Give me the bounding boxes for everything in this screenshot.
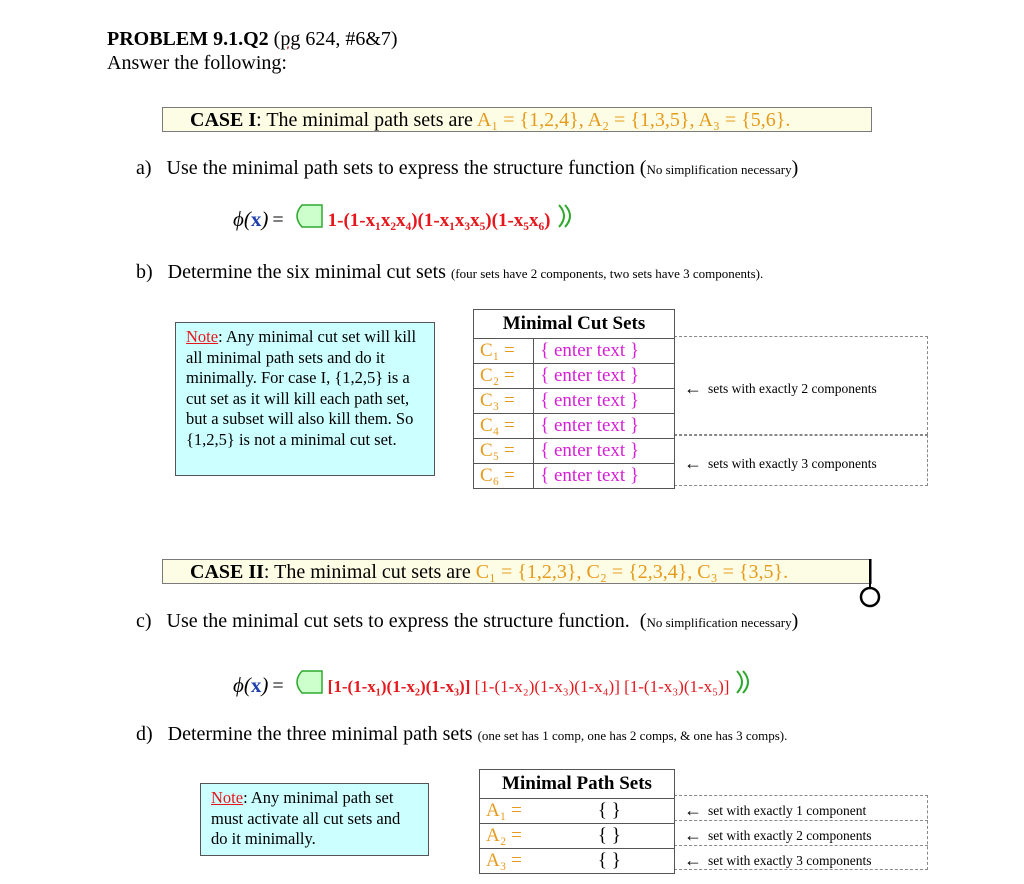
cut-input[interactable]: { enter text } [534,439,675,464]
question-a: a) Use the minimal path sets to express the structure function (No simplification necessary) [136,157,799,179]
question-d-text: Determine the three minimal path sets [167,723,473,745]
question-c-letter: c) [136,610,152,632]
case-1-sets: A₁ = {1,2,4}, A₂ = {1,3,5}, A₃ = {5,6}. [476,109,791,131]
case-2-text: : The minimal cut sets are [263,561,471,583]
text-cursor [869,559,871,589]
left-arrow-icon: ← [684,825,702,845]
cut-label: C₆ = [474,464,534,489]
left-field-bracket-icon [288,669,324,695]
question-c-note: No simplification necessary [646,615,792,630]
path-input[interactable]: { } [592,799,675,824]
question-d [136,723,787,746]
note-1-label: Note [186,327,219,346]
table-row [474,439,675,464]
left-field-bracket-icon [288,203,324,229]
question-a-text: Use the minimal path sets to express the structure function [166,157,635,179]
right-field-bracket-icon [733,669,755,695]
hint-2comp-text: sets with exactly 2 components [708,381,877,396]
problem-number: PROBLEM 9.1.Q2 [107,28,269,50]
hint-3comp-text: sets with exactly 3 components [708,456,877,471]
right-field-bracket-icon [555,203,577,229]
question-b-note: (four sets have 2 components, two sets have 3 components). [450,266,764,281]
x-vector: x [250,673,262,697]
table-row [474,464,675,489]
case-2-box [162,559,872,584]
cut-label: C₁ = [474,339,534,364]
path-label: A₁ = [480,799,592,824]
cut-input[interactable]: { enter text } [534,389,675,414]
left-arrow-icon: ← [684,800,702,820]
hint-2comp [684,378,877,399]
question-b-text: Determine the six minimal cut sets [167,261,446,283]
answer-c-field[interactable] [328,677,730,696]
path-sets-table [479,769,675,874]
case-1-label: CASE I [190,109,257,131]
case-2-sets: C₁ = {1,2,3}, C₂ = {2,3,4}, C₃ = {3,5}. [475,561,789,583]
cut-sets-header: Minimal Cut Sets [474,310,675,339]
answer-a-row: ϕ(x) = 1-(1-x₁x₂x₄)(1-x₁x₃x₅)(1-x₅x₆) [233,200,577,232]
note-1-text: : Any minimal cut set will kill all minimal path sets and do it minimally. For case I, {1,2,5} is a cut set as it will kill each path set, but a subset will also kill them. So {1,2,5} is not a minimal cut set. [186,327,417,449]
path-input[interactable]: { } [592,849,675,874]
hint-2comp-path-text: set with exactly 2 components [708,828,872,843]
x-vector: x [250,207,262,231]
table-row [474,339,675,364]
left-arrow-icon: ← [684,850,702,870]
path-label: A₃ = [480,849,592,874]
path-label: A₂ = [480,824,592,849]
table-row [480,799,675,824]
case-1-box [162,107,872,132]
case-1-text: : The minimal path sets are [256,109,473,131]
left-arrow-icon: ← [684,378,702,398]
cut-input[interactable]: { enter text } [534,414,675,439]
note-box-2 [200,783,429,856]
table-row [480,849,675,874]
question-d-letter: d) [136,723,153,745]
cut-input[interactable]: { enter text } [534,364,675,389]
answer-c-part2: [1-(1-x₂)(1-x₃)(1-x₄)] [474,677,620,696]
question-a-letter: a) [136,157,152,179]
case-2-label: CASE II [190,561,264,583]
question-d-note: (one set has 1 comp, one has 2 comps, & one has 3 comps). [477,728,788,743]
problem-title: PROBLEM 9.1.Q2 (pg 624, #6&7) [107,28,398,50]
hint-3comp [684,453,877,474]
phi-glyph: ϕ [233,207,244,231]
question-c-text: Use the minimal cut sets to express the structure function. [166,610,630,632]
note-2-text: : Any minimal path set must activate all cut sets and do it minimally. [211,788,401,848]
cut-label: C₅ = [474,439,534,464]
cut-input[interactable]: { enter text } [534,464,675,489]
answer-c-part1: [1-(1-x₁)(1-x₂)(1-x₃)] [327,677,471,696]
phi-symbol: ϕ(x) [233,207,269,231]
table-row [474,389,675,414]
question-a-note: No simplification necessary [646,162,792,177]
cut-input[interactable]: { enter text } [534,339,675,364]
answer-c-row: ϕ(x) = [1-(1-x₁)(1-x₂)(1-x₃)] [1-(1-x₂)(1-x₃)(1-x₄)] [1-(1-x₃)(1-x₅)] [233,666,755,698]
subtitle: Answer the following: [107,52,287,74]
path-sets-header: Minimal Path Sets [480,770,675,799]
path-input[interactable]: { } [592,824,675,849]
question-c: c) Use the minimal cut sets to express the structure function. (No simplification necessary) [136,610,799,632]
left-arrow-icon: ← [684,453,702,473]
cut-label: C₃ = [474,389,534,414]
cut-label: C₄ = [474,414,534,439]
page-ref: 624, #6&7) [300,28,398,50]
table-row [474,414,675,439]
resize-handle-icon[interactable] [858,586,884,610]
answer-c-part3: [1-(1-x₃)(1-x₅)] [624,677,730,696]
question-b [136,261,763,284]
hint-1comp-text: set with exactly 1 component [708,803,867,818]
cut-sets-table [473,309,675,489]
note-2-label: Note [211,788,244,807]
hint-1comp [684,800,866,821]
cut-label: C₂ = [474,364,534,389]
phi-symbol: ϕ(x) [233,673,269,697]
question-b-letter: b) [136,261,153,283]
answer-a-field[interactable]: 1-(1-x₁x₂x₄)(1-x₁x₃x₅)(1-x₅x₆) [327,210,551,231]
note-box-1 [175,322,435,476]
table-row [474,364,675,389]
hint-3comp-path [684,850,871,871]
hint-3comp-path-text: set with exactly 3 components [708,853,872,868]
table-row [480,824,675,849]
page-ref-pg: pg [280,28,301,50]
phi-glyph: ϕ [233,673,244,697]
hint-2comp-path [684,825,871,846]
